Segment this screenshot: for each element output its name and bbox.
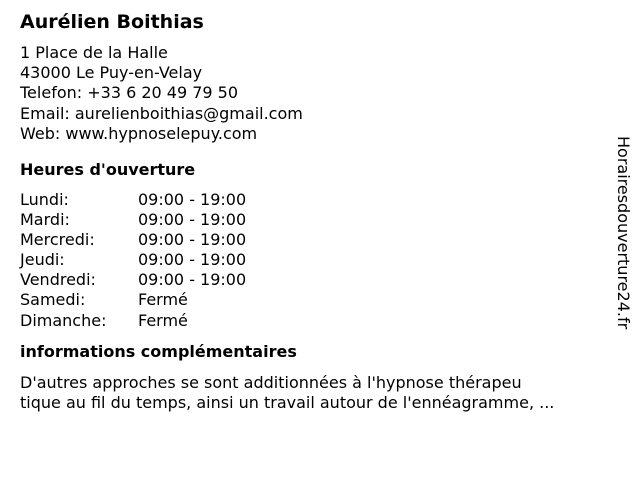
day-label: Mercredi: [20,230,95,250]
additional-info-text: D'autres approches se sont additionnées à l'hypnose thérapeu tique au fil du temps, ainsi un travail autour de l'ennéagramme, ... [20,372,555,412]
day-hours: Fermé [138,290,188,310]
day-label: Lundi: [20,190,69,210]
hours-row-monday [20,190,610,210]
phone-line: Telefon: +33 6 20 49 79 50 [20,83,239,103]
day-hours: 09:00 - 19:00 [138,190,247,210]
additional-info-title: informations complémentaires [20,341,297,361]
opening-hours-title: Heures d'ouverture [20,160,196,180]
hours-row-friday [20,270,610,290]
day-label: Samedi: [20,290,86,310]
hours-row-thursday [20,250,610,270]
hours-row-sunday [20,311,610,331]
day-hours: 09:00 - 19:00 [138,210,247,230]
business-card [20,10,610,413]
address-line-2: 43000 Le Puy-en-Velay [20,63,203,83]
opening-hours-table [20,190,610,331]
email-line: Email: aurelienboithias@gmail.com [20,103,303,123]
address-line-1: 1 Place de la Halle [20,43,168,62]
day-label: Dimanche: [20,310,107,330]
hours-row-tuesday [20,210,610,230]
day-label: Vendredi: [20,270,96,290]
day-hours: 09:00 - 19:00 [138,230,247,250]
hours-row-saturday [20,290,610,310]
website-line: Web: www.hypnoselepuy.com [20,123,258,143]
hours-row-wednesday [20,230,610,250]
day-hours: 09:00 - 19:00 [138,270,247,290]
day-label: Mardi: [20,210,70,230]
contact-block [20,43,610,144]
day-label: Jeudi: [20,250,65,270]
day-hours: Fermé [138,310,188,330]
day-hours: 09:00 - 19:00 [138,250,247,270]
site-watermark: Horairesdouverture24.fr [614,136,633,330]
business-name: Aurélien Boithias [20,11,204,33]
